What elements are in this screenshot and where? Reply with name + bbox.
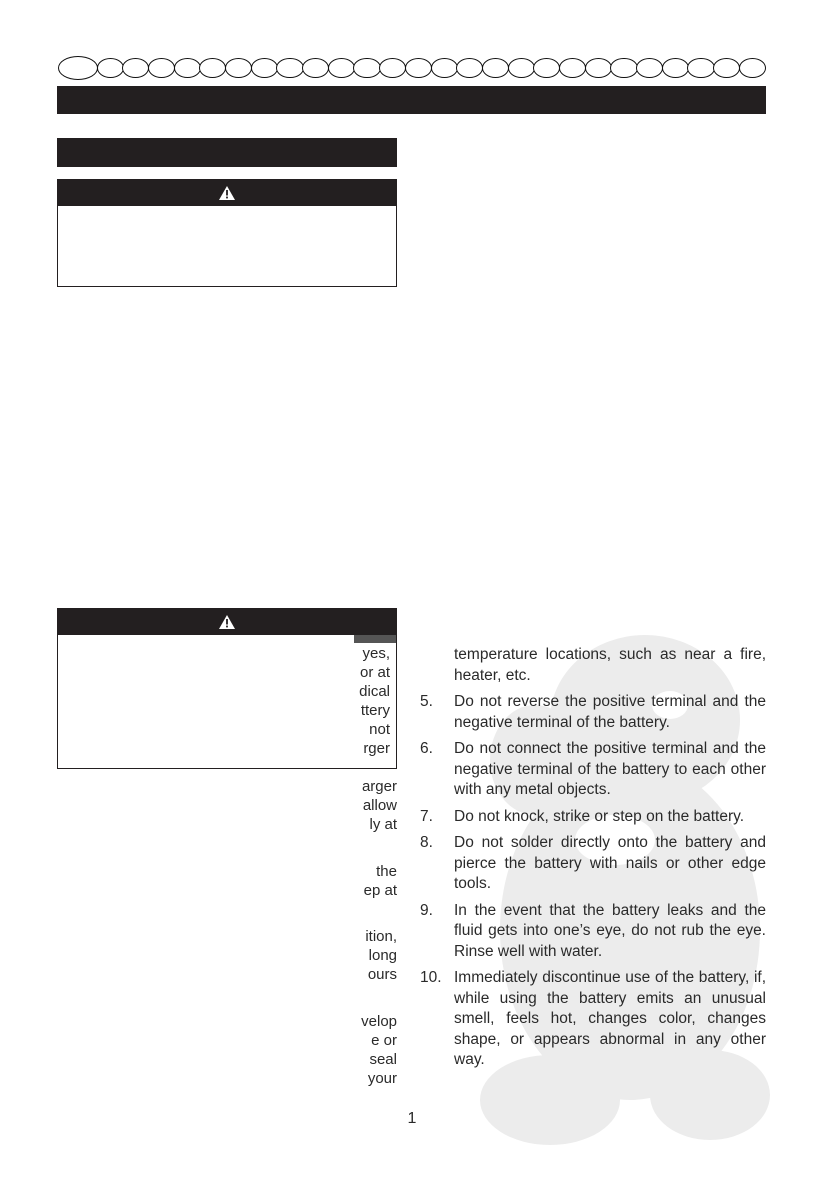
language-oval (225, 58, 252, 78)
list-item (420, 968, 766, 1071)
language-oval (456, 58, 483, 78)
language-oval (379, 58, 406, 78)
language-oval (174, 58, 201, 78)
warning-header (58, 609, 396, 635)
list-item (420, 807, 766, 828)
list-item-number: 10. (420, 969, 442, 986)
list-item-text: In the event that the battery leaks and the fluid gets into one’s eye, do not rub the eye. Rinse well with water. (454, 901, 766, 960)
language-oval (739, 58, 766, 78)
left-fragment: velop (361, 1013, 397, 1030)
language-oval (328, 58, 355, 78)
list-item-number: 8. (420, 834, 433, 851)
language-oval (431, 58, 458, 78)
list-item-text: temperature locations, such as near a fire, heater, etc. (454, 646, 766, 684)
warning-fragment: dical (359, 683, 390, 700)
warning-fragment: yes, (362, 645, 390, 662)
left-fragment: ition, (365, 928, 397, 945)
left-fragment: long (368, 947, 397, 964)
language-oval (276, 58, 303, 78)
list-item (420, 833, 766, 895)
list-item (420, 645, 766, 686)
warning-triangle-icon (218, 614, 236, 630)
language-oval (687, 58, 714, 78)
left-fragment: your (367, 1070, 397, 1087)
page-number: 1 (407, 1110, 417, 1127)
language-oval (97, 58, 124, 78)
warning-triangle-icon (218, 185, 236, 201)
left-fragment: ly at (369, 816, 397, 833)
left-fragment: ep at (363, 882, 397, 899)
language-oval (559, 58, 586, 78)
list-item-text: Do not solder directly onto the battery and pierce the battery with nails or other edge tools. (454, 834, 766, 892)
warning-box-2 (57, 608, 397, 769)
list-item-text: Do not connect the positive terminal and the negative terminal of the battery to each other with any metal objects. (454, 740, 766, 798)
language-oval (405, 58, 432, 78)
language-oval (58, 56, 98, 80)
battery-safety-list (420, 645, 766, 1077)
list-item (420, 901, 766, 963)
warning-box-1 (57, 179, 397, 287)
language-oval (353, 58, 380, 78)
language-oval (148, 58, 175, 78)
grey-tab (354, 635, 396, 643)
language-oval (122, 58, 149, 78)
list-item-number: 9. (420, 901, 433, 919)
warning-header (58, 180, 396, 206)
left-fragment: the (376, 863, 397, 880)
section-heading-bar (57, 138, 397, 167)
language-oval (482, 58, 509, 78)
list-item (420, 739, 766, 801)
language-oval (508, 58, 535, 78)
language-oval (713, 58, 740, 78)
language-oval (610, 58, 637, 78)
list-item-text: Do not reverse the positive terminal and the negative terminal of the battery. (454, 693, 766, 731)
left-fragment: ours (367, 966, 397, 983)
list-item-number: 5. (420, 693, 433, 710)
language-oval (251, 58, 278, 78)
warning-body (58, 635, 396, 768)
left-fragment: e or (371, 1032, 397, 1049)
list-item (420, 692, 766, 733)
left-fragment: arger (361, 778, 397, 795)
warning-fragment: rger (363, 740, 390, 757)
language-oval (662, 58, 689, 78)
language-oval (636, 58, 663, 78)
list-item-text: Do not knock, strike or step on the battery. (454, 807, 745, 825)
language-oval-strip (58, 58, 766, 80)
language-oval (302, 58, 329, 78)
language-oval (199, 58, 226, 78)
header-bar (57, 86, 766, 114)
warning-fragment: not (369, 721, 390, 738)
language-oval (585, 58, 612, 78)
warning-fragment: ttery (360, 702, 390, 719)
left-fragment: allow (362, 797, 397, 814)
list-item-number: 7. (420, 807, 433, 825)
left-fragment: seal (369, 1051, 397, 1068)
warning-fragment: or at (359, 664, 390, 681)
language-oval (533, 58, 560, 78)
list-item-number: 6. (420, 740, 433, 757)
list-item-text: Immediately discontinue use of the battery, if, while using the battery emits an unusual smell, feels hot, changes color, changes shape, or appears abnormal in any other way. (454, 969, 766, 1068)
